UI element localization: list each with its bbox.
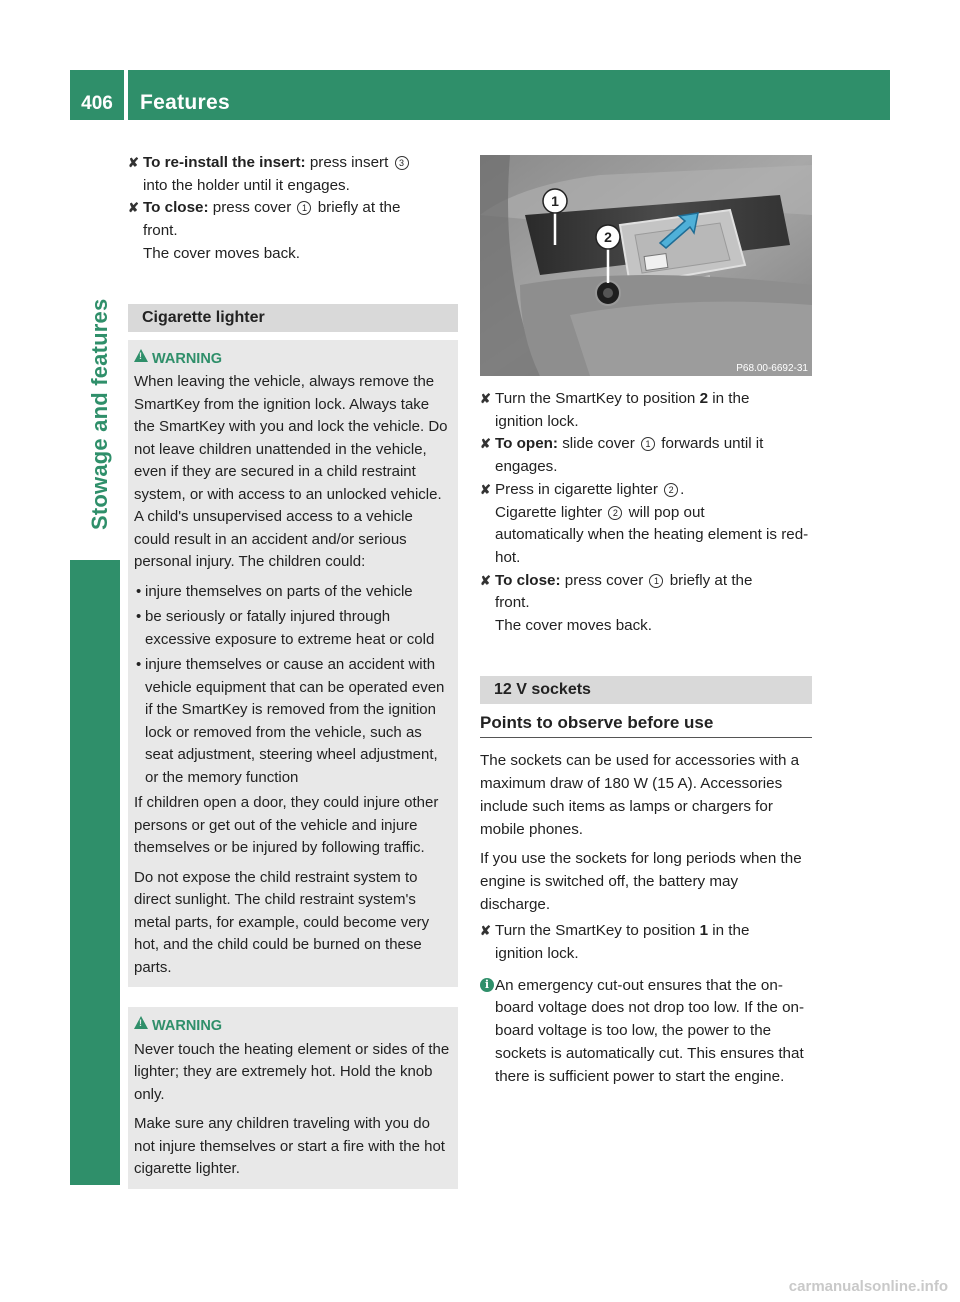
warning-bullet: • injure themselves on parts of the vehicle (136, 582, 413, 600)
step-open-cover: ✘ To open: slide cover 1 forwards until it engages. (480, 435, 764, 476)
warning-heading: ! WARNING (134, 1015, 452, 1038)
step-arrow-icon: ✘ (128, 155, 139, 170)
callout-marker-3: 3 (395, 156, 409, 170)
step-text-continued: into the holder until it engages. (143, 176, 350, 194)
warning-paragraph: Make sure any children traveling with you do not injure themselves or start a fire with the hot cigarette lighter. (134, 1115, 445, 1178)
step-arrow-icon: ✘ (480, 923, 491, 939)
chapter-title: Features (140, 91, 230, 114)
step-turn-smartkey-1: ✘ Turn the SmartKey to position 1 in the ignition lock. (480, 922, 750, 963)
step-arrow-icon: ✘ (480, 481, 491, 497)
left-column (128, 152, 458, 1189)
warning-box-hot-lighter (128, 1007, 458, 1189)
body-paragraph: The sockets can be used for accessories with a maximum draw of 180 W (15 A). Accessories include such items as lamps or chargers for mobile phones. (480, 752, 800, 838)
right-column (480, 388, 812, 1088)
warning-box-children (128, 340, 458, 988)
step-arrow-icon: ✘ (480, 391, 491, 406)
body-paragraph: If you use the sockets for long periods when the engine is switched off, the battery may discharge. (480, 850, 802, 913)
step-text: press cover (208, 199, 296, 217)
subheading-points-before-use: Points to observe before use (480, 712, 812, 739)
warning-bullet: • injure themselves or cause an accident with vehicle equipment that can be operated even if the SmartKey is removed from the ignition lock or removed from the vehicle, such as seat adjustment, steering wheel adjustment, or the memory function (136, 656, 445, 786)
callout-marker-1: 1 (641, 437, 655, 451)
warning-paragraph: If children open a door, they could injure other persons or get out of the vehicle and injure themselves or be injured by following traffic. (134, 794, 439, 857)
warning-bullet: • be seriously or fatally injured through excessive exposure to extreme heat or cold (136, 608, 435, 648)
section-title-12v-sockets: 12 V sockets (480, 676, 812, 704)
callout-marker-2: 2 (608, 506, 622, 520)
header-divider (124, 70, 128, 120)
side-tab-block (70, 560, 120, 1185)
info-icon: i (480, 978, 494, 992)
callout-marker-1: 1 (297, 201, 311, 215)
step-arrow-icon: ✘ (480, 436, 491, 452)
warning-triangle-icon (134, 1016, 148, 1029)
info-note: i An emergency cut-out ensures that the on-board voltage does not drop too low. If the on-board voltage is too low, the power to the sockets is automatically cut. This ensures that there is sufficient power to start the engine. (480, 975, 812, 1089)
photo-code: P68.00-6692-31 (736, 363, 808, 374)
warning-triangle-icon (134, 349, 148, 362)
step-turn-smartkey-2: ✘ Turn the SmartKey to position 2 in the ignition lock. (480, 390, 750, 430)
photo-callout-2: 2 (604, 229, 612, 245)
step-arrow-icon: ✘ (480, 572, 491, 588)
side-tab-label: Stowage and features (87, 298, 112, 530)
step-result: The cover moves back. (143, 244, 300, 262)
step-close-cover: ✘ To close: press cover 1 briefly at the front. The cover moves back. (480, 571, 753, 635)
step-reinstall-insert (128, 152, 458, 197)
watermark: carmanualsonline.info (788, 1278, 948, 1295)
section-title-cigarette-lighter: Cigarette lighter (128, 304, 458, 332)
cigarette-lighter-photo (480, 155, 812, 376)
step-label: To re-install the insert: (143, 154, 306, 171)
step-label: To close: (143, 199, 209, 217)
warning-heading: ! WARNING (134, 348, 452, 371)
step-press-lighter: ✘ Press in cigarette lighter 2 . Cigarette lighter 2 will pop out automatically when the heating element is red-hot. (480, 480, 809, 566)
warning-paragraph: When leaving the vehicle, always remove the SmartKey from the ignition lock. Always take the SmartKey with you and lock the vehicle. Do not leave children unattended in the vehicle, even if they are secured in a child restraint system, or with access to an unlocked vehicle. A child's unsupervised access to a vehicle could result in an accident and/or serious personal injury. The children could: (134, 373, 448, 571)
page-number: 406 (81, 93, 113, 114)
step-text: press insert (305, 154, 393, 171)
warning-paragraph: Do not expose the child restraint system to direct sunlight. The child restraint system's metal parts, for example, could become very hot, and the child could be burned on these parts. (134, 868, 430, 976)
photo-callout-1: 1 (551, 193, 559, 209)
step-close-cover (128, 197, 458, 265)
callout-marker-1: 1 (649, 574, 663, 588)
warning-paragraph: Never touch the heating element or sides of the lighter; they are extremely hot. Hold the knob only. (134, 1040, 450, 1103)
callout-marker-2: 2 (664, 483, 678, 497)
step-text-continued: front. (143, 222, 178, 240)
step-arrow-icon: ✘ (128, 200, 139, 216)
step-text: briefly at the (313, 199, 401, 217)
